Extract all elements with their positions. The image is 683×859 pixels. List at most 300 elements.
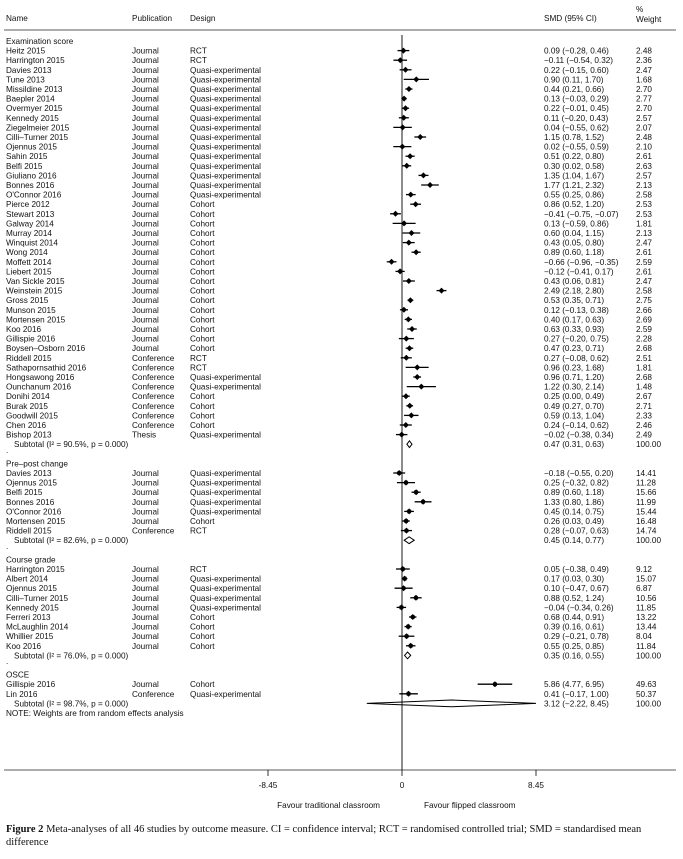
study-weight: 2.61 — [636, 267, 652, 277]
point-estimate — [407, 153, 413, 159]
point-estimate — [405, 316, 411, 322]
study-weight: 15.66 — [636, 488, 657, 498]
study-name: Bonnes 2016 — [6, 181, 55, 190]
study-weight: 13.44 — [636, 622, 657, 632]
study-name: Kennedy 2015 — [6, 113, 59, 123]
study-name: Hongsawong 2016 — [6, 373, 75, 382]
point-estimate — [438, 288, 444, 294]
study-weight: 2.69 — [636, 315, 652, 325]
subtotal-ci: 0.45 (0.14, 0.77) — [544, 536, 605, 546]
study-weight: 2.67 — [636, 392, 652, 402]
study-ci: 0.24 (−0.14, 0.62) — [544, 421, 609, 430]
study-publication: Journal — [132, 593, 159, 603]
study-publication: Journal — [132, 305, 159, 315]
study-ci: 0.09 (−0.28, 0.46) — [544, 46, 609, 56]
study-name: Bonnes 2016 — [6, 497, 55, 507]
study-name: Gross 2015 — [6, 296, 49, 306]
group-title: Course grade — [6, 555, 56, 565]
study-weight: 2.53 — [636, 209, 652, 219]
study-publication: Journal — [132, 142, 159, 152]
study-ci: 0.47 (0.23, 0.71) — [544, 344, 605, 354]
study-ci: 0.29 (−0.21, 0.78) — [544, 632, 609, 642]
study-design: Cohort — [190, 229, 215, 238]
study-design: Quasi-experimental — [190, 152, 261, 162]
point-estimate — [427, 182, 433, 188]
study-design: Cohort — [190, 305, 215, 315]
point-estimate — [413, 489, 419, 495]
study-name: Gillispie 2016 — [6, 334, 56, 344]
point-estimate — [404, 163, 410, 169]
study-name: Ferreri 2013 — [6, 613, 51, 622]
study-publication: Journal — [132, 334, 159, 344]
study-design: Cohort — [190, 238, 215, 248]
study-ci: 0.49 (0.27, 0.70) — [544, 401, 605, 411]
study-publication: Conference — [132, 689, 175, 699]
study-weight: 2.57 — [636, 171, 652, 181]
study-weight: 9.12 — [636, 565, 652, 574]
study-design: Cohort — [190, 411, 215, 421]
study-name: Galway 2014 — [6, 219, 54, 229]
study-weight: 2.57 — [636, 113, 652, 123]
study-design: Cohort — [190, 392, 215, 402]
study-ci: 0.89 (0.60, 1.18) — [544, 248, 605, 258]
study-design: Quasi-experimental — [190, 190, 261, 200]
study-name: Goodwill 2015 — [6, 411, 58, 421]
study-ci: 0.53 (0.35, 0.71) — [544, 296, 605, 306]
study-design: Quasi-experimental — [190, 574, 261, 584]
point-estimate — [418, 384, 424, 390]
point-estimate — [420, 499, 426, 505]
study-weight: 2.53 — [636, 200, 652, 210]
point-estimate — [492, 681, 498, 687]
study-design: Quasi-experimental — [190, 430, 261, 440]
subtotal-label: Subtotal (I² = 90.5%, p = 0.000) — [14, 440, 129, 450]
point-estimate — [403, 422, 409, 428]
study-design: RCT — [190, 363, 207, 373]
header-smd: SMD (95% CI) — [544, 14, 597, 23]
point-estimate — [406, 86, 412, 92]
study-ci: 0.45 (0.14, 0.75) — [544, 507, 605, 517]
study-weight: 11.28 — [636, 478, 656, 488]
study-publication: Journal — [132, 65, 159, 75]
study-design: Quasi-experimental — [190, 94, 261, 104]
study-name: Riddell 2015 — [6, 526, 52, 536]
caption-text: Meta-analyses of all 46 studies by outcome measure. CI = confidence interval; RCT = randomised controlled trial; SMD = standardised mean difference — [6, 824, 642, 848]
study-design: Cohort — [190, 219, 215, 229]
study-name: Overmyer 2015 — [6, 104, 63, 114]
study-design: Cohort — [190, 622, 215, 632]
point-estimate — [404, 633, 410, 639]
study-ci: 0.43 (0.06, 0.81) — [544, 277, 605, 286]
study-publication: Journal — [132, 161, 159, 171]
study-publication: Journal — [132, 613, 159, 622]
study-design: Quasi-experimental — [190, 75, 261, 85]
study-ci: 1.15 (0.78, 1.52) — [544, 133, 605, 142]
study-ci: 0.10 (−0.47, 0.67) — [544, 584, 609, 594]
study-weight: 1.48 — [636, 382, 652, 392]
study-ci: 0.25 (−0.32, 0.82) — [544, 478, 609, 488]
group-spacer: . — [6, 657, 9, 666]
study-ci: 0.27 (−0.08, 0.62) — [544, 353, 609, 363]
study-weight: 2.51 — [636, 353, 652, 363]
study-name: Stewart 2013 — [6, 209, 55, 219]
group-spacer: . — [6, 445, 9, 455]
study-publication: Journal — [132, 344, 159, 354]
study-name: Giuliano 2016 — [6, 171, 57, 181]
study-publication: Journal — [132, 517, 159, 526]
study-weight: 1.81 — [636, 219, 652, 229]
study-weight: 13.22 — [636, 613, 657, 622]
study-ci: −0.18 (−0.55, 0.20) — [544, 469, 614, 478]
study-ci: 0.13 (−0.59, 0.86) — [544, 219, 609, 229]
study-publication: Conference — [132, 421, 175, 430]
study-name: Albert 2014 — [6, 574, 48, 584]
study-name: O'Connor 2016 — [6, 190, 62, 200]
point-estimate — [401, 585, 407, 591]
point-estimate — [413, 595, 419, 601]
study-ci: 0.43 (0.05, 0.80) — [544, 238, 605, 248]
subtotal-weight: 100.00 — [636, 440, 662, 450]
study-name: Davies 2013 — [6, 469, 52, 478]
study-name: Van Sickle 2015 — [6, 277, 65, 286]
study-name: Missildine 2013 — [6, 85, 63, 94]
study-weight: 2.68 — [636, 344, 652, 354]
study-weight: 14.41 — [636, 469, 657, 478]
study-ci: 0.39 (0.16, 0.61) — [544, 622, 605, 632]
study-weight: 2.36 — [636, 56, 652, 66]
point-estimate — [392, 211, 398, 217]
study-publication: Journal — [132, 181, 159, 190]
study-weight: 11.84 — [636, 641, 656, 651]
point-estimate — [409, 230, 415, 236]
point-estimate — [396, 470, 402, 476]
study-name: Burak 2015 — [6, 401, 48, 411]
study-publication: Conference — [132, 363, 175, 373]
study-design: Quasi-experimental — [190, 593, 261, 603]
point-estimate — [389, 259, 395, 265]
header-weight-percent: % — [636, 5, 644, 14]
point-estimate — [403, 355, 409, 361]
study-publication: Journal — [132, 94, 159, 104]
study-ci: 0.44 (0.21, 0.66) — [544, 85, 605, 94]
study-design: Cohort — [190, 248, 215, 258]
study-design: Cohort — [190, 401, 215, 411]
group-title: OSCE — [6, 670, 30, 680]
study-weight: 2.70 — [636, 104, 652, 114]
point-estimate — [420, 172, 426, 178]
study-design: Quasi-experimental — [190, 469, 261, 478]
study-name: Cilli–Turner 2015 — [6, 133, 69, 142]
study-weight: 2.59 — [636, 325, 652, 334]
study-ci: 0.90 (0.11, 1.70) — [544, 75, 604, 85]
study-publication: Journal — [132, 238, 159, 248]
study-weight: 2.33 — [636, 411, 652, 421]
favour-right-label: Favour flipped classroom — [424, 801, 516, 810]
study-weight: 2.49 — [636, 430, 652, 440]
study-publication: Journal — [132, 267, 159, 277]
point-estimate — [402, 105, 408, 111]
study-weight: 2.28 — [636, 334, 652, 344]
study-name: Sahin 2015 — [6, 152, 48, 162]
study-publication: Journal — [132, 469, 159, 478]
study-weight: 2.46 — [636, 421, 652, 430]
point-estimate — [403, 393, 409, 399]
study-ci: 0.55 (0.25, 0.86) — [544, 190, 605, 200]
study-ci: 0.41 (−0.17, 1.00) — [544, 689, 609, 699]
study-publication: Journal — [132, 190, 159, 200]
point-estimate — [403, 480, 409, 486]
study-ci: −0.02 (−0.38, 0.34) — [544, 430, 614, 440]
study-weight: 2.47 — [636, 65, 652, 75]
study-name: Whillier 2015 — [6, 632, 54, 642]
point-estimate — [408, 412, 414, 418]
study-ci: 0.04 (−0.55, 0.62) — [544, 123, 609, 133]
favour-left-label: Favour traditional classroom — [277, 801, 380, 810]
study-publication: Journal — [132, 632, 159, 642]
study-name: Harrington 2015 — [6, 565, 65, 574]
point-estimate — [403, 336, 409, 342]
group-title: Examination score — [6, 37, 74, 46]
study-publication: Journal — [132, 622, 159, 632]
study-design: Quasi-experimental — [190, 488, 261, 498]
study-publication: Conference — [132, 411, 175, 421]
study-design: Cohort — [190, 200, 215, 210]
study-publication: Journal — [132, 257, 159, 267]
study-publication: Journal — [132, 277, 159, 286]
study-publication: Conference — [132, 382, 175, 392]
study-publication: Journal — [132, 574, 159, 584]
study-ci: 1.33 (0.80, 1.86) — [544, 497, 605, 507]
study-publication: Journal — [132, 315, 159, 325]
study-design: Quasi-experimental — [190, 689, 261, 699]
study-ci: −0.12 (−0.41, 0.17) — [544, 267, 614, 277]
study-design: Cohort — [190, 286, 215, 296]
subtotal-label: Subtotal (I² = 82.6%, p = 0.000) — [14, 536, 129, 546]
study-design: Cohort — [190, 296, 215, 306]
study-ci: 0.30 (0.02, 0.58) — [544, 161, 605, 171]
study-weight: 2.63 — [636, 161, 652, 171]
study-design: Cohort — [190, 334, 215, 344]
study-publication: Conference — [132, 401, 175, 411]
study-weight: 2.61 — [636, 248, 652, 258]
study-ci: 0.51 (0.22, 0.80) — [544, 152, 605, 162]
study-design: Quasi-experimental — [190, 85, 261, 94]
study-name: Harrington 2015 — [6, 56, 65, 66]
study-name: Tune 2013 — [6, 75, 45, 85]
subtotal-diamond — [367, 700, 536, 707]
study-name: Munson 2015 — [6, 305, 56, 315]
study-design: Cohort — [190, 315, 215, 325]
study-name: O'Connor 2016 — [6, 507, 62, 517]
study-publication: Journal — [132, 46, 159, 56]
study-publication: Journal — [132, 603, 159, 613]
study-weight: 1.81 — [636, 363, 652, 373]
study-name: Koo 2016 — [6, 325, 42, 334]
point-estimate — [409, 326, 415, 332]
study-name: Belfi 2015 — [6, 488, 43, 498]
study-weight: 2.61 — [636, 152, 652, 162]
study-weight: 6.87 — [636, 584, 652, 594]
study-ci: 0.28 (−0.07, 0.63) — [544, 526, 609, 536]
study-publication: Journal — [132, 488, 159, 498]
study-publication: Journal — [132, 478, 159, 488]
study-weight: 2.07 — [636, 123, 652, 133]
subtotal-weight: 100.00 — [636, 536, 662, 546]
point-estimate — [414, 374, 420, 380]
study-ci: 0.05 (−0.38, 0.49) — [544, 565, 609, 574]
study-weight: 15.44 — [636, 507, 657, 517]
study-design: Quasi-experimental — [190, 382, 261, 392]
study-weight: 10.56 — [636, 593, 657, 603]
subtotal-ci: 3.12 (−2.22, 8.45) — [544, 699, 609, 709]
study-name: McLaughlin 2014 — [6, 622, 69, 632]
figure-label: Figure 2 — [6, 824, 44, 835]
study-name: Baepler 2014 — [6, 94, 55, 104]
x-tick-label: 0 — [399, 781, 405, 790]
point-estimate — [403, 528, 409, 534]
study-weight: 50.37 — [636, 689, 657, 699]
point-estimate — [402, 67, 408, 73]
study-publication: Journal — [132, 219, 159, 229]
study-ci: 0.40 (0.17, 0.63) — [544, 315, 605, 325]
study-name: Kennedy 2015 — [6, 603, 59, 613]
study-ci: 0.27 (−0.20, 0.75) — [544, 334, 609, 344]
study-name: Liebert 2015 — [6, 267, 52, 277]
subtotal-diamond — [404, 537, 414, 544]
study-design: Quasi-experimental — [190, 478, 261, 488]
study-name: Heitz 2015 — [6, 46, 46, 56]
study-ci: 5.86 (4.77, 6.95) — [544, 680, 605, 690]
study-ci: 0.59 (0.13, 1.04) — [544, 411, 605, 421]
study-design: Quasi-experimental — [190, 171, 261, 181]
study-design: Quasi-experimental — [190, 603, 261, 613]
study-weight: 15.07 — [636, 574, 657, 584]
study-ci: 0.17 (0.03, 0.30) — [544, 574, 605, 584]
point-estimate — [406, 691, 412, 697]
figure-caption — [6, 823, 678, 849]
study-weight: 14.74 — [636, 526, 657, 536]
study-weight: 2.48 — [636, 46, 652, 56]
study-publication: Journal — [132, 296, 159, 306]
study-ci: 2.49 (2.18, 2.80) — [544, 286, 605, 296]
study-publication: Journal — [132, 286, 159, 296]
group-spacer: . — [6, 541, 9, 551]
study-publication: Conference — [132, 373, 175, 382]
study-design: RCT — [190, 46, 207, 56]
study-ci: 0.89 (0.60, 1.18) — [544, 488, 605, 498]
study-design: Cohort — [190, 680, 215, 690]
point-estimate — [406, 240, 412, 246]
study-ci: 0.26 (0.03, 0.49) — [544, 517, 605, 526]
study-ci: −0.04 (−0.34, 0.26) — [544, 603, 614, 613]
study-weight: 11.85 — [636, 603, 656, 613]
study-name: Belfi 2015 — [6, 161, 43, 171]
study-publication: Journal — [132, 75, 159, 85]
study-ci: 0.02 (−0.55, 0.59) — [544, 142, 609, 152]
study-publication: Conference — [132, 526, 175, 536]
study-design: RCT — [190, 353, 207, 363]
study-weight: 1.68 — [636, 75, 652, 85]
study-weight: 2.47 — [636, 277, 652, 286]
study-weight: 2.10 — [636, 142, 652, 152]
point-estimate — [413, 201, 419, 207]
study-publication: Journal — [132, 565, 159, 574]
study-weight: 2.47 — [636, 238, 652, 248]
study-publication: Journal — [132, 133, 159, 142]
group-title: Pre–post change — [6, 459, 68, 469]
point-estimate — [405, 624, 411, 630]
study-ci: 1.22 (0.30, 2.14) — [544, 382, 605, 392]
study-weight: 2.71 — [636, 401, 652, 411]
header-weight: Weight — [636, 15, 662, 24]
study-name: Cilli–Turner 2015 — [6, 593, 69, 603]
study-weight: 2.77 — [636, 94, 652, 104]
study-weight: 2.13 — [636, 229, 652, 238]
point-estimate — [407, 403, 413, 409]
study-weight: 16.48 — [636, 517, 657, 526]
study-ci: −0.66 (−0.96, −0.35) — [544, 257, 619, 267]
study-design: Quasi-experimental — [190, 123, 261, 133]
study-name: Wong 2014 — [6, 248, 48, 258]
study-publication: Journal — [132, 680, 159, 690]
study-name: Bishop 2013 — [6, 430, 52, 440]
subtotal-label: Subtotal (I² = 76.0%, p = 0.000) — [14, 651, 129, 661]
study-name: Lin 2016 — [6, 689, 38, 699]
study-name: Donihi 2014 — [6, 392, 50, 402]
header-design: Design — [190, 14, 216, 23]
study-publication: Journal — [132, 507, 159, 517]
study-weight: 49.63 — [636, 680, 657, 690]
study-publication: Journal — [132, 152, 159, 162]
point-estimate — [406, 278, 412, 284]
point-estimate — [414, 364, 420, 370]
study-publication: Conference — [132, 392, 175, 402]
study-design: Cohort — [190, 257, 215, 267]
point-estimate — [400, 48, 406, 54]
point-estimate — [403, 518, 409, 524]
point-estimate — [400, 124, 406, 130]
study-name: Mortensen 2015 — [6, 517, 66, 526]
study-name: Davies 2013 — [6, 65, 52, 75]
point-estimate — [410, 614, 416, 620]
study-weight: 11.99 — [636, 497, 656, 507]
subtotal-diamond — [407, 441, 412, 448]
study-weight: 2.59 — [636, 257, 652, 267]
study-name: Weinstein 2015 — [6, 286, 63, 296]
study-design: Quasi-experimental — [190, 497, 261, 507]
study-ci: 0.13 (−0.03, 0.29) — [544, 94, 609, 104]
study-name: Riddell 2015 — [6, 353, 52, 363]
study-ci: 0.25 (0.00, 0.49) — [544, 392, 605, 402]
study-design: RCT — [190, 526, 207, 536]
subtotal-ci: 0.47 (0.31, 0.63) — [544, 440, 605, 450]
study-design: Cohort — [190, 517, 215, 526]
study-weight: 2.70 — [636, 85, 652, 94]
study-publication: Journal — [132, 584, 159, 594]
weights-note: NOTE: Weights are from random effects analysis — [6, 709, 184, 718]
study-ci: 0.88 (0.52, 1.24) — [544, 593, 605, 603]
point-estimate — [406, 345, 412, 351]
study-design: Cohort — [190, 344, 215, 354]
subtotal-weight: 100.00 — [636, 651, 662, 661]
study-design: Cohort — [190, 277, 215, 286]
study-design: Cohort — [190, 325, 215, 334]
study-publication: Conference — [132, 353, 175, 363]
study-ci: −0.41 (−0.75, −0.07) — [544, 209, 619, 219]
study-name: Sathapornsathid 2016 — [6, 363, 87, 373]
study-name: Ojennus 2015 — [6, 142, 57, 152]
study-weight: 2.13 — [636, 181, 652, 190]
